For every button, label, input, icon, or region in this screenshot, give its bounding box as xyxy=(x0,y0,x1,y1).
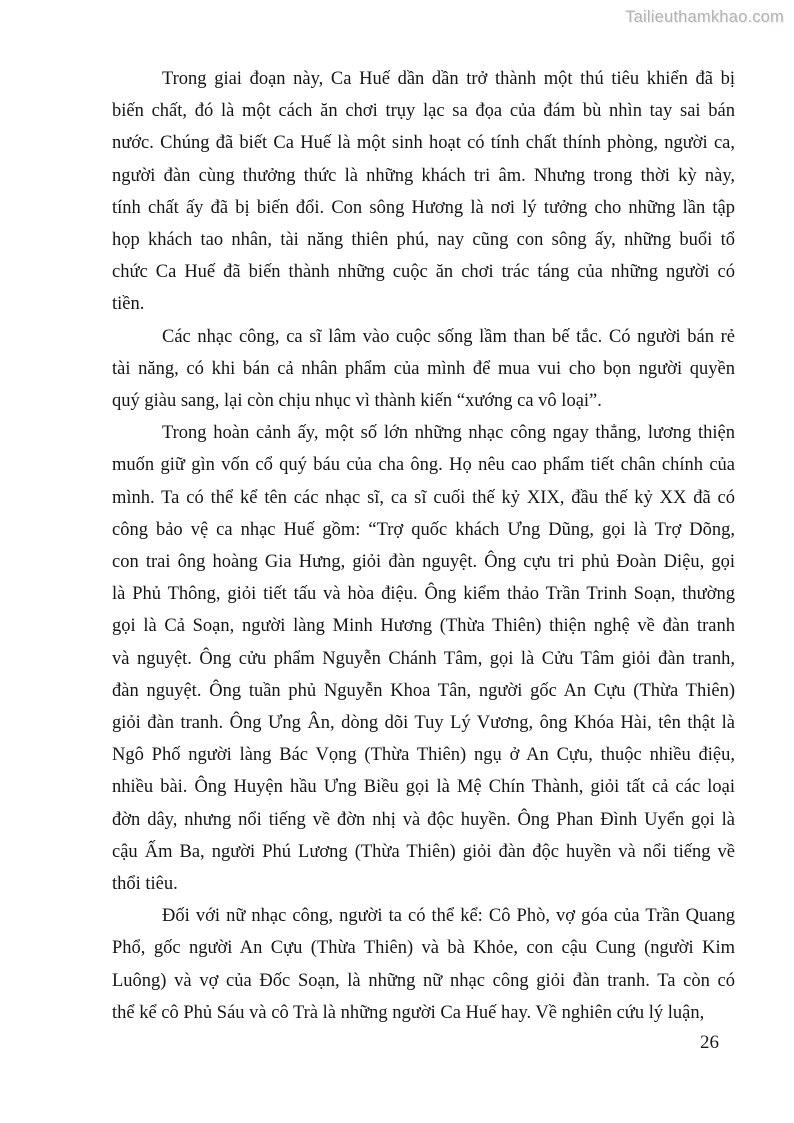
text-line: công bảo vệ ca nhạc Huế gồm: “Trợ quốc khách Ưng Dũng, gọi là Trợ Dõng, xyxy=(112,519,735,540)
text-line: gọi là Cả Soạn, người làng Minh Hương (Thừa Thiên) thiện nghệ về đàn tranh xyxy=(112,616,735,637)
page-number: 26 xyxy=(700,1032,719,1053)
paragraph xyxy=(112,321,735,418)
text-line: Phổ, gốc người An Cựu (Thừa Thiên) và bà Khỏe, con cậu Cung (người Kim xyxy=(112,938,735,959)
text-line: giỏi đàn tranh. Ông Ưng Ân, dòng dõi Tuy Lý Vương, ông Khóa Hài, tên thật là xyxy=(112,713,735,734)
text-line: Các nhạc công, ca sĩ lâm vào cuộc sống lầm than bế tắc. Có người bán rẻ xyxy=(162,326,735,347)
text-line: và nguyệt. Ông cửu phẩm Nguyễn Chánh Tâm, gọi là Cửu Tâm giỏi đàn tranh, xyxy=(112,648,735,669)
text-line: nhiều bài. Ông Huyện hầu Ưng Biều gọi là Mệ Chín Thành, giỏi tất cả các loại xyxy=(112,777,735,798)
text-line: thổi tiêu. xyxy=(112,874,178,895)
text-line: con trai ông hoàng Gia Hưng, giỏi đàn nguyệt. Ông cựu tri phủ Đoàn Diệu, gọi xyxy=(112,552,735,573)
text-line: nước. Chúng đã biết Ca Huế là một sinh hoạt có tính chất thính phòng, người ca, xyxy=(112,133,735,154)
text-line: quý giàu sang, lại còn chịu nhục vì thành kiến “xướng ca vô loại”. xyxy=(112,391,602,412)
text-line: biến chất, đó là một cách ăn chơi trụy lạc sa đọa của đám bù nhìn tay sai bán xyxy=(112,101,735,122)
text-line: người đàn cùng thưởng thức là những khách tri âm. Nhưng trong thời kỳ này, xyxy=(112,165,735,186)
text-line: chức Ca Huế đã biến thành những cuộc ăn chơi trác táng của những người có xyxy=(112,262,735,283)
text-line: tiền. xyxy=(112,294,145,315)
text-line: họp khách tao nhân, tài năng thiên phú, nay cũng con sông ấy, những buổi tổ xyxy=(112,230,735,251)
text-line: Luông) và vợ của Đốc Soạn, là những nữ nhạc công giỏi đàn tranh. Ta còn có xyxy=(112,970,735,991)
text-line: đàn nguyệt. Ông tuần phủ Nguyễn Khoa Tân, người gốc An Cựu (Thừa Thiên) xyxy=(112,680,735,701)
text-line: mình. Ta có thể kể tên các nhạc sĩ, ca sĩ cuối thế kỷ XIX, đầu thế kỷ XX đã có xyxy=(112,487,735,508)
text-line: Ngô Phố người làng Bác Vọng (Thừa Thiên) ngụ ở An Cựu, thuộc nhiều điệu, xyxy=(112,745,735,766)
text-line: là Phủ Thông, giỏi tiết tấu và hòa điệu. Ông kiểm thảo Trần Trinh Soạn, thường xyxy=(112,584,735,605)
text-line: Trong giai đoạn này, Ca Huế dần dần trở thành một thú tiêu khiển đã bị xyxy=(162,69,735,89)
text-line: tài năng, có khi bán cả nhân phẩm của mình để mua vui cho bọn người quyền xyxy=(112,358,735,379)
text-line: tính chất ấy đã bị biến đổi. Con sông Hương là nơi lý tưởng cho những lần tập xyxy=(112,197,735,218)
text-line: Trong hoàn cảnh ấy, một số lớn những nhạc công ngay thẳng, lương thiện xyxy=(162,423,735,444)
paragraph xyxy=(112,417,735,900)
text-line: muốn giữ gìn vốn cổ quý báu của cha ông. Họ nêu cao phẩm tiết chân chính của xyxy=(112,455,735,476)
text-line: cậu Ấm Ba, người Phú Lương (Thừa Thiên) giỏi đàn độc huyền và nổi tiếng về xyxy=(112,841,735,862)
paragraph xyxy=(112,63,735,321)
watermark: Tailieuthamkhao.com xyxy=(625,8,784,26)
text-line: Đối với nữ nhạc công, người ta có thể kể: Cô Phò, vợ góa của Trần Quang xyxy=(162,906,735,927)
text-line: thể kể cô Phủ Sáu và cô Trà là những người Ca Huế hay. Về nghiên cứu lý luận, xyxy=(112,1002,705,1023)
document-body xyxy=(112,63,735,1029)
paragraph xyxy=(112,900,735,1029)
text-line: đờn dây, nhưng nổi tiếng về đờn nhị và độc huyền. Ông Phan Đình Uyển gọi là xyxy=(112,809,735,830)
